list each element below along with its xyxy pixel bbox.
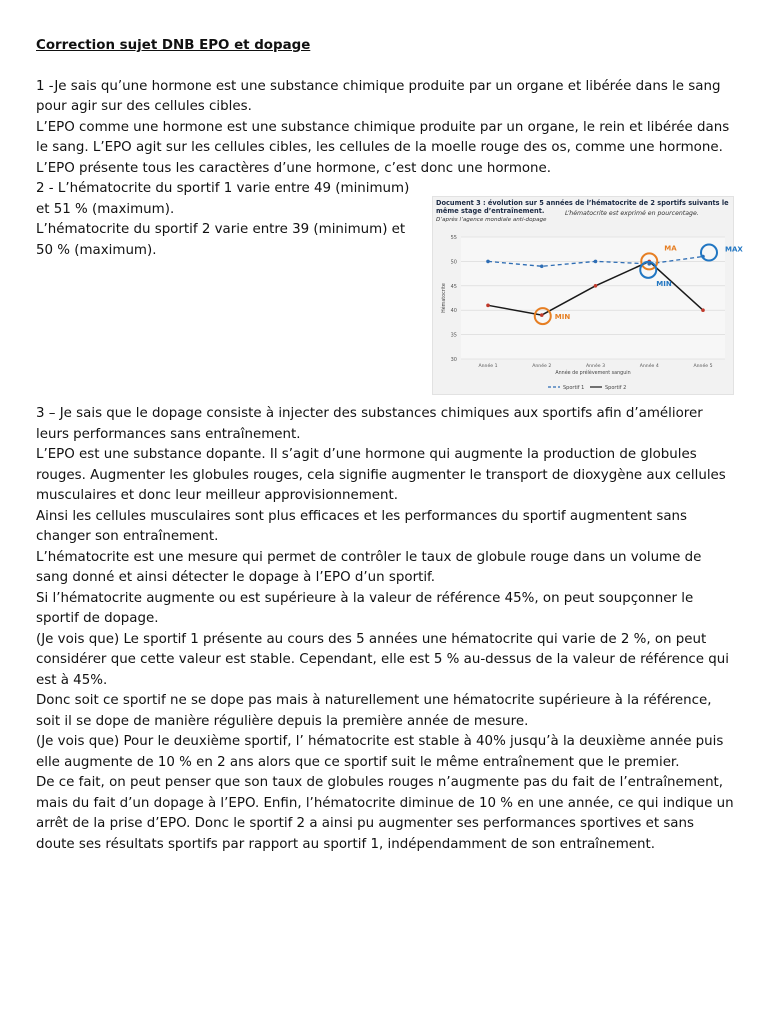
figure-note: L’hématocrite est exprimé en pourcentage. (565, 210, 699, 217)
q3-paragraph-5: Si l’hématocrite augmente ou est supérieure à la valeur de référence 45%, on peut soupçonner le sportif de dopage. (36, 590, 694, 626)
q3-section (36, 404, 736, 855)
q1-paragraph-2: L’EPO comme une hormone est une substance chimique produite par un organe, le rein et libérée dans le sang. L’EPO agit sur les cellules cibles, les cellules de la moelle rouge des os, comme une hormone. (36, 119, 730, 155)
y-tick-label: 55 (450, 235, 457, 241)
x-tick-label: Année 5 (693, 364, 713, 369)
legend-label: Sportif 1 (563, 385, 585, 391)
annotation-label: MIN (656, 279, 672, 288)
y-tick-label: 40 (450, 308, 457, 315)
annotation-label: MA (664, 244, 677, 253)
q3-paragraph-9: De ce fait, on peut penser que son taux de globules rouges n’augmente pas du fait de l’entraînement, mais du fait d’un dopage à l’EPO. Enfin, l’hématocrite diminue de 10 % en une année, ce qui indique un arrêt de la prise d’EPO. Donc le sportif 2 a ainsi pu augmenter ses performances sportives et sans doute ses résultats sportifs par rapport au sportif 1, indépendamment de son entraînement. (36, 775, 734, 852)
legend-label: Sportif 2 (605, 385, 627, 391)
data-point (486, 304, 490, 308)
y-axis-label: Hématocrite (442, 283, 447, 313)
data-point (701, 308, 705, 312)
data-point (594, 260, 598, 264)
q2-paragraph-2: L’hématocrite du sportif 2 varie entre 39 (minimum) et 50 % (maximum). (36, 222, 406, 258)
annotation-label: MIN (554, 313, 571, 322)
q1-paragraph-1: 1 -Je sais qu’une hormone est une substance chimique produite par un organe et libérée dans le sang pour agir sur des cellules cibles. (36, 78, 721, 114)
q3-paragraph-7: Donc soit ce sportif ne se dope pas mais à naturellement une hématocrite supérieure à la référence, soit il se dope de manière régulière depuis la première année de mesure. (36, 693, 712, 729)
data-point (486, 260, 490, 264)
plot-area (461, 237, 725, 359)
q2-paragraph-1: 2 - L’hématocrite du sportif 1 varie entre 49 (minimum) et 51 % (maximum). (36, 181, 410, 217)
data-point (540, 313, 544, 317)
x-tick-label: Année 1 (478, 364, 498, 369)
q1-paragraph-3: L’EPO présente tous les caractères d’une hormone, c’est donc une hormone. (36, 160, 552, 176)
figure-source: D’après l’agence mondiale anti-dopage (436, 217, 547, 223)
annotation-label: MAX (725, 245, 743, 254)
y-tick-label: 45 (450, 283, 457, 290)
figure-heading: Document 3 : évolution sur 5 années de l’hématocrite de 2 sportifs suivants le même stage d’entraînement. (436, 199, 729, 215)
q3-paragraph-2: L’EPO est une substance dopante. Il s’agit d’une hormone qui augmente la production de globules rouges. Augmenter les globules rouges, cela signifie augmenter le transport de dioxygène aux cellules musculaires et donc leur meilleur approvisionnement. (36, 447, 726, 503)
document-3-figure (432, 196, 743, 395)
q3-paragraph-1: 3 – Je sais que le dopage consiste à injecter des substances chimiques aux sportifs afin d’améliorer leurs performances sans entraînement. (36, 406, 703, 442)
x-tick-label: Année 2 (532, 364, 552, 369)
y-tick-label: 35 (450, 332, 457, 339)
data-point (594, 284, 598, 288)
x-tick-label: Année 3 (585, 364, 606, 369)
q3-paragraph-4: L’hématocrite est une mesure qui permet de contrôler le taux de globule rouge dans un volume de sang donné et ainsi détecter le dopage à l’EPO d’un sportif. (36, 549, 702, 585)
x-axis-label: Année de prélèvement sanguin (555, 371, 631, 376)
hematocrite-chart (433, 197, 743, 394)
q3-paragraph-6: (Je vois que) Le sportif 1 présente au cours des 5 années une hématocrite qui varie de 2 %, on peut considérer que cette valeur est stable. Cependant, elle est 5 % au-dessus de la valeur de référence qui est à 45%. (36, 631, 729, 688)
y-tick-label: 50 (450, 259, 457, 266)
y-tick-label: 30 (450, 357, 457, 363)
q3-paragraph-8: (Je vois que) Pour le deuxième sportif, l’ hématocrite est stable à 40% jusqu’à la deuxième année puis elle augmente de 10 % en 2 ans alors que ce sportif suit le même entraînement que le premier. (36, 734, 724, 770)
document-title: Correction sujet DNB EPO et dopage (36, 38, 311, 53)
q3-paragraph-3: Ainsi les cellules musculaires sont plus efficaces et les performances du sportif augmentent sans changer son entraînement. (36, 508, 687, 544)
x-tick-label: Année 4 (639, 364, 659, 369)
data-point (540, 264, 544, 268)
